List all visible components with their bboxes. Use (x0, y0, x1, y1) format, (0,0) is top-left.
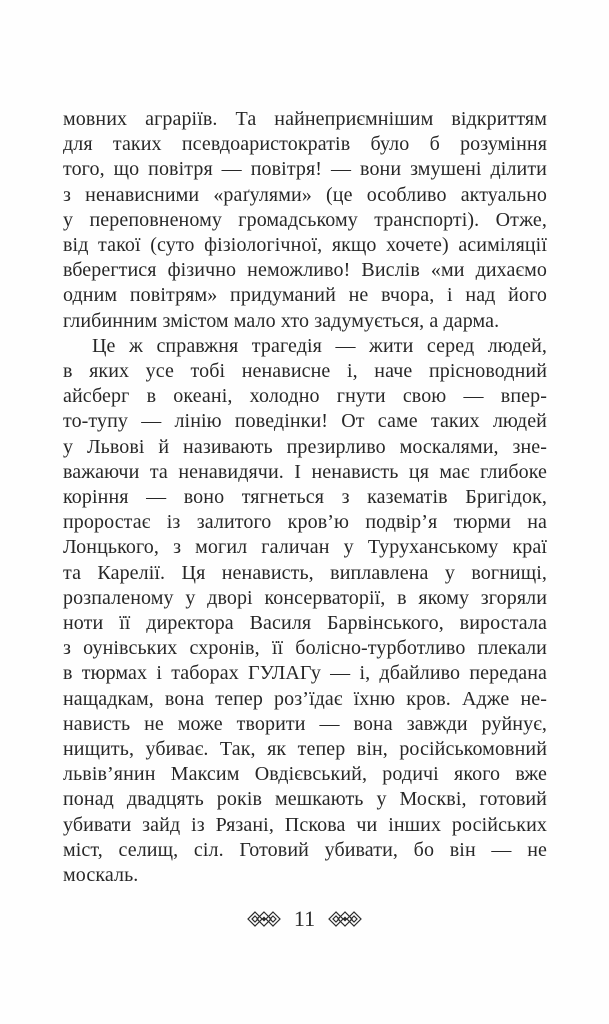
text-line: глибинним змістом мало хто задумується, а дарма. (63, 309, 500, 332)
text-line: в тюрмах і таборах ГУЛАГу — і, дбайливо передана (63, 662, 547, 685)
text-line: нащадкам, вона тепер роз’їдає їхню кров. Адже не- (63, 687, 547, 710)
text-line: в яких усе тобі ненависне і, наче прісноводний (63, 360, 547, 383)
text-line: важаючи та ненавидячи. І ненависть ця має глибоке (63, 460, 547, 483)
diamond-ornament-icon (328, 911, 362, 927)
text-line: того, що повітря — повітря! — вони змушені ділити (63, 158, 547, 181)
text-line: та Карелії. Ця ненависть, виплавлена у вогнищі, (63, 561, 547, 584)
paragraph (63, 107, 547, 334)
text-line: з оунівських схронів, її болісно-турботливо плекали (63, 637, 547, 660)
text-line: ноти її директора Василя Барвінського, виростала (63, 612, 547, 635)
text-line: від такої (суто фізіологічної, якщо хочете) асиміляції (63, 234, 547, 257)
text-line: для таких псевдоаристократів було б розуміння (63, 133, 547, 156)
text-line: москаль. (63, 864, 139, 887)
text-line: одним повітрям» придуманий не вчора, і над його (63, 284, 547, 307)
text-line: у переповненому громадському транспорті). Отже, (63, 208, 547, 231)
text-line: нищить, убиває. Так, як тепер він, російськомовний (63, 738, 547, 761)
text-line: айсберг в океані, холодно гнути свою — впер- (63, 385, 547, 408)
page-footer (0, 906, 609, 932)
text-line: коріння — воно тягнеться з казематів Бригідок, (63, 486, 547, 509)
text-line: понад двадцять років мешкають у Москві, готовий (63, 788, 547, 811)
paragraph (63, 334, 547, 888)
text-line: проростає із залитого кров’ю подвір’я тюрми на (63, 511, 547, 534)
text-line: вберегтися фізично неможливо! Вислів «ми дихаємо (63, 259, 547, 282)
text-line: Лонцького, з могил галичан у Туруханському краї (63, 536, 547, 559)
text-line: міст, селищ, сіл. Готовий убивати, бо він — не (63, 838, 547, 861)
text-block (63, 107, 547, 888)
text-line: у Львові й називають презирливо москалями, зне- (63, 435, 547, 458)
text-line: то-тупу — лінію поведінки! От саме таких людей (63, 410, 547, 433)
text-line: нависть не може творити — вона завжди руйнує, (63, 712, 547, 735)
text-line: мовних аграріїв. Та найнеприємнішим відкриттям (63, 108, 547, 130)
text-line: Це ж справжня трагедія — жити серед людей, (92, 334, 547, 357)
diamond-ornament-icon (247, 911, 281, 927)
text-line: львів’янин Максим Овдієвський, родичі якого вже (63, 763, 547, 786)
text-line: убивати зайд із Рязані, Пскова чи інших російських (63, 813, 547, 836)
text-line: з ненависними «раґулями» (це особливо актуально (63, 183, 547, 206)
text-line: розпаленому у дворі консерваторії, в якому згоряли (63, 586, 547, 609)
page-number: 11 (293, 906, 316, 931)
